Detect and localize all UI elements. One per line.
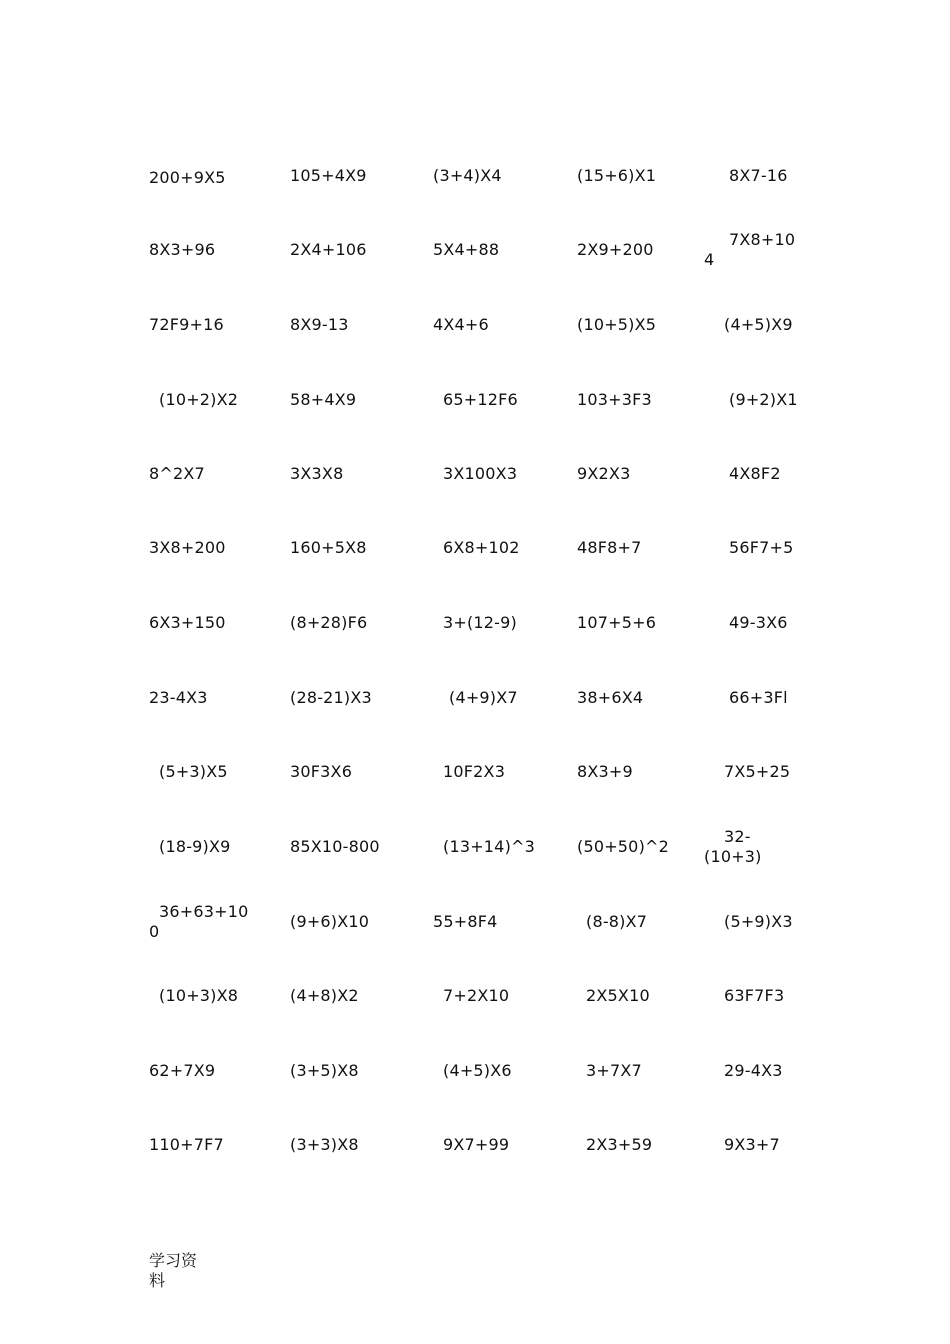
problem: 36+63+10: [159, 902, 249, 921]
problem: 3+(12-9): [443, 613, 517, 632]
problem-fragment: (10+3): [704, 847, 762, 866]
problem: (8+28)F6: [290, 613, 368, 632]
problem: 8X9-13: [290, 315, 349, 334]
problem: 32-: [724, 827, 751, 846]
problem: 55+8F4: [433, 912, 498, 931]
problem: 58+4X9: [290, 390, 357, 409]
problem: 29-4X3: [724, 1061, 783, 1080]
problem: 6X8+102: [443, 538, 520, 557]
problem: 110+7F7: [149, 1135, 224, 1154]
problem: 10F2X3: [443, 762, 506, 781]
problem: (3+4)X4: [433, 166, 502, 185]
problem: 8X3+9: [577, 762, 633, 781]
problem: 8X3+96: [149, 240, 216, 259]
problem: (4+5)X6: [443, 1061, 512, 1080]
problem: 6X3+150: [149, 613, 226, 632]
problem: 62+7X9: [149, 1061, 216, 1080]
problem: 7+2X10: [443, 986, 510, 1005]
problem: 3X8+200: [149, 538, 226, 557]
problem: 2X9+200: [577, 240, 654, 259]
problem: 103+3F3: [577, 390, 652, 409]
problem: (10+2)X2: [159, 390, 239, 409]
problem: 3+7X7: [586, 1061, 642, 1080]
problem: (10+5)X5: [577, 315, 657, 334]
problem-fragment: 4: [704, 250, 715, 269]
problem: 5X4+88: [433, 240, 500, 259]
footer-line-1: 学习资: [149, 1251, 198, 1270]
problem: 9X2X3: [577, 464, 631, 483]
problem: (5+9)X3: [724, 912, 793, 931]
problem: (15+6)X1: [577, 166, 657, 185]
problem: (4+9)X7: [449, 688, 518, 707]
problem: 9X7+99: [443, 1135, 510, 1154]
problem: 23-4X3: [149, 688, 208, 707]
problem: 72F9+16: [149, 315, 224, 334]
problem: 9X3+7: [724, 1135, 780, 1154]
problem: (28-21)X3: [290, 688, 372, 707]
problem-fragment: 0: [149, 922, 160, 941]
problem: 2X4+106: [290, 240, 367, 259]
problem: 66+3Fl: [729, 688, 788, 707]
problem: (8-8)X7: [586, 912, 648, 931]
problem: 85X10-800: [290, 837, 380, 856]
problem: 200+9X5: [149, 168, 226, 187]
problem: (9+6)X10: [290, 912, 370, 931]
problem: 160+5X8: [290, 538, 367, 557]
problem: 56F7+5: [729, 538, 794, 557]
problem: 105+4X9: [290, 166, 367, 185]
problem: (18-9)X9: [159, 837, 231, 856]
problem: 4X8F2: [729, 464, 781, 483]
problem: 3X3X8: [290, 464, 344, 483]
problem: 65+12F6: [443, 390, 518, 409]
problem: 48F8+7: [577, 538, 642, 557]
problem: 2X3+59: [586, 1135, 653, 1154]
problem: 8^2X7: [149, 464, 205, 483]
problem: (50+50)^2: [577, 837, 669, 856]
problem: 63F7F3: [724, 986, 785, 1005]
problem: (4+5)X9: [724, 315, 793, 334]
problem: 49-3X6: [729, 613, 788, 632]
footer-line-2: 料: [149, 1271, 166, 1290]
problem: 8X7-16: [729, 166, 788, 185]
problem: 4X4+6: [433, 315, 489, 334]
problem: (3+3)X8: [290, 1135, 359, 1154]
problem: 7X5+25: [724, 762, 791, 781]
problem: (4+8)X2: [290, 986, 359, 1005]
problem: 30F3X6: [290, 762, 353, 781]
problem: 7X8+10: [729, 230, 796, 249]
problem: (13+14)^3: [443, 837, 535, 856]
problem: 107+5+6: [577, 613, 657, 632]
problem: 2X5X10: [586, 986, 650, 1005]
problem: (10+3)X8: [159, 986, 239, 1005]
problem: (9+2)X1: [729, 390, 798, 409]
footer-caption: [149, 1251, 209, 1291]
problem: (3+5)X8: [290, 1061, 359, 1080]
problem: (5+3)X5: [159, 762, 228, 781]
problem: 38+6X4: [577, 688, 644, 707]
problem: 3X100X3: [443, 464, 518, 483]
